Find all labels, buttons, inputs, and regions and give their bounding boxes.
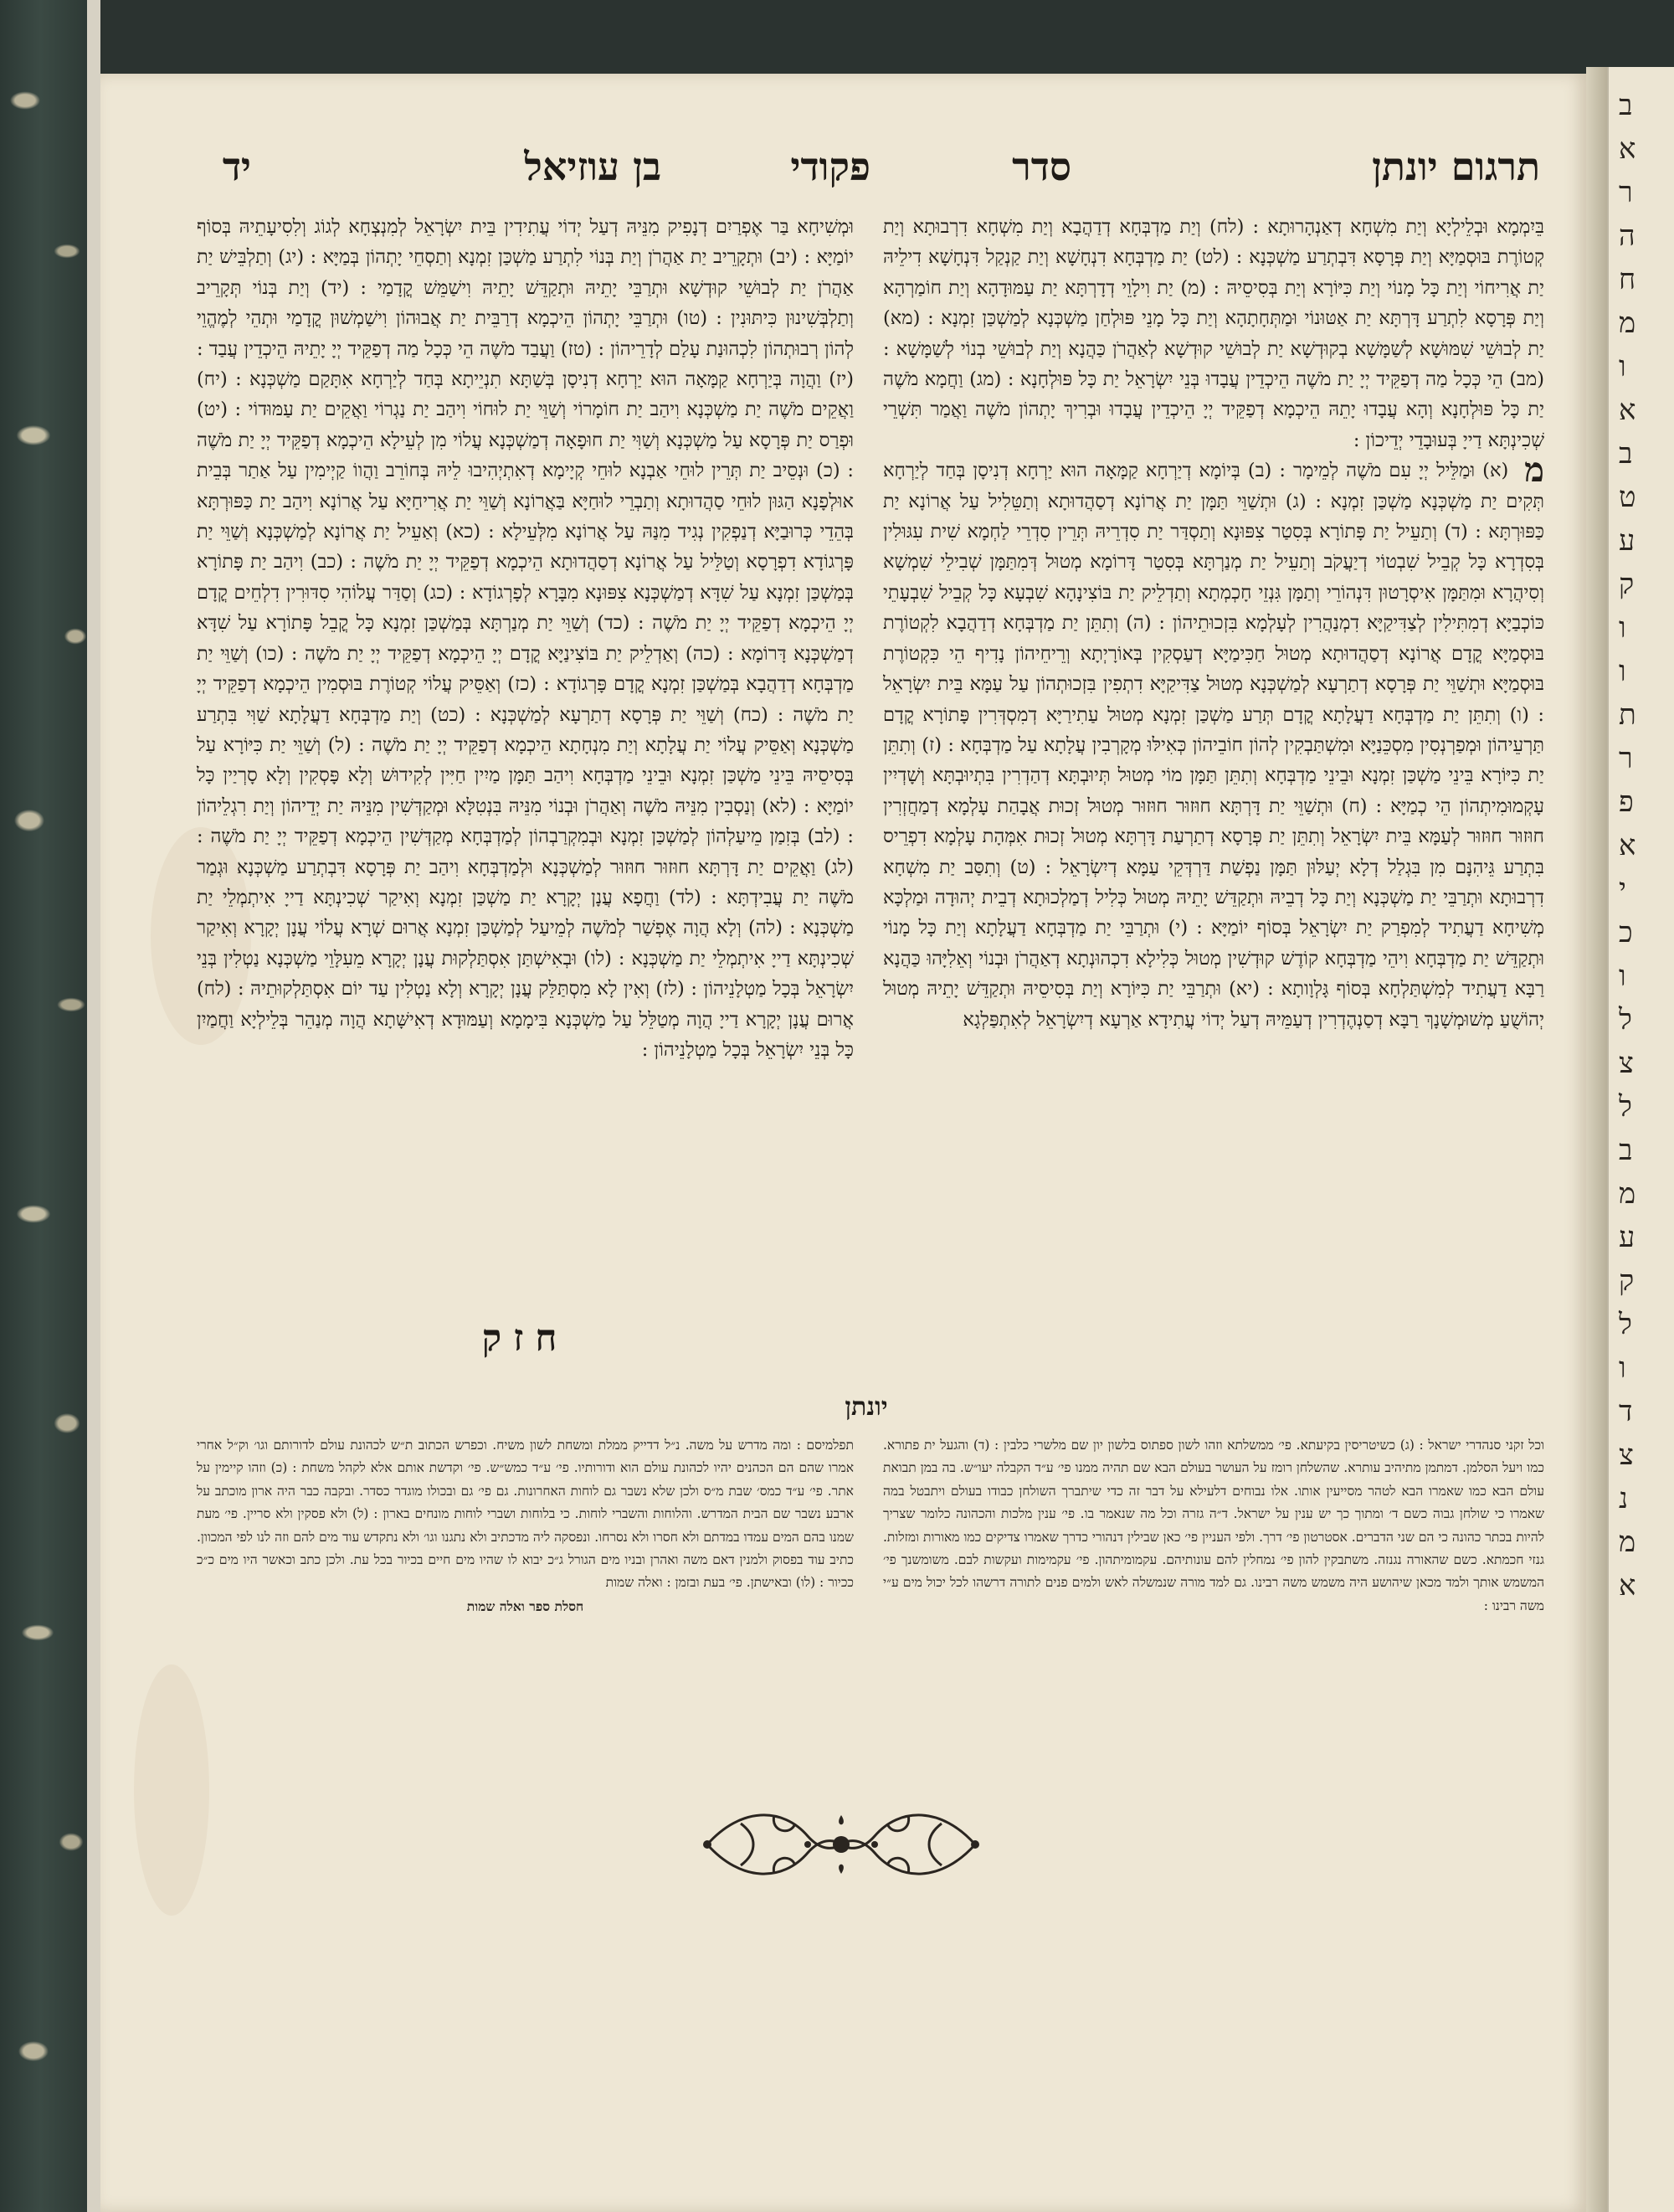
book-page: [100, 74, 1586, 2212]
commentary-right-column: [883, 1434, 1544, 1685]
commentary-left-text: תפלמיסם : ומה מדרש על משה. נ״ל דדייק ממלת ומשחת לשון משיח. וכפרש הכתוב ת״ש לכהונת עולם לדורותם וגו׳ וק״ל אחרי אמרו שהם הם הכהנים יהיו לכהונת עולם הוא ודורותיו. פי׳ ע״ד כמש״ש. פי׳ וקדשת אותם אלא לקהל משחת : (כ) וזהו קיימין על אתר. פי׳ ע״ד כמס׳ שבת מ״ס ולכן שלא נשבר גם לוחות האחרונות. גם פי׳ גם ובכולו מוגדר כסדר. ובקבה כבר היה ארון מוכתב על ארבע נשבר שם הבית המדרש. והלוחות והשברי לוחות. כי בלוחות ושברי לוחות מונחים בארון : (ל) ולא פסקין ולא סריין. פי׳ מעת שמנו בהם המים עמדו במדתם ולא חסרו ולא נסרחו. ונפסקה ליה מדכתיב ולא נתגנו וגו׳ ולא נתקדש עוד מים להם וזה לנו לפי המכוון. כתיב עוד בפסוק ולמנין דאם משה ואהרן ובניו מים הגורל ג״כ יבוא לו שהיו מים חיים בכיור בכל עת. ולכן כתב וכאשר היו מים כ״כ ככיור : (לו) ובאישתן. פי׳ בעת ובזמן : ואלה שמות: [197, 1438, 854, 1591]
commentary-right-text: וכל זקני סנהדרי ישראל : (ג) כשיטריסין בקיעתא. פי׳ ממשלתא וזהו לשון ספתוס בלשון יון שם מלשרי כלבין : (ד) והגעל ית פתורא. כמו ויעל הסלמן. דמתמן מתיהיב עותרא. שהשלחן רומז על העושר בעולם הבא שם תהיה ממנו פי׳ ע״ד הקבלה יעו״ש. בה במן תבואת עולם הבא כמו שאמרו הבא לטהר מסייעין אותו. אלו נבוחים דלעילא על דבר זה כדי שיתברך השולחן כבודו בעולם ויתבטל במה שאמרו כי שולחן גבוה כשם ד׳ ומתוך כך יש ענין על ישראל. ד״ה גזרה וכל מה שנאמר בו. פי׳ ענין מלכות והכהונה כלומר שצריך להיות בכתר כהונה כי הם שני הדברים. אסטרטון פי׳ דרך. ולפי העניין פי׳ כאן שבילין דנהורי כדרך שאמרו צדיקים כמו מאורות ומזלות. גנזי חכמתא. כשם שהאורה נגנזה. משתבקין להון פי׳ נמחלין להם עונותיהם. עקמומיתהון. פי׳ עקמימות ועקשות לבם. משומשנך פי׳ המשמש אותך ולמד מכאן שיהושע היה משמש משה רבינו. גם למד מורה שנמשלה לאש ולמים פנים לתורה דרשהו לכל יכול מים ע״י משה רבינו :: [883, 1438, 1544, 1613]
facing-page-text-fragment: ב א ר ה ח מ ו א ב ט ע ק ו ו ת ר פ א י כ ו ל צ ל ב מ ע ק ל ו ד צ נ מ א: [1619, 89, 1636, 1602]
main-text-left-column: [197, 212, 854, 1451]
main-text-right-column: [883, 212, 1544, 1451]
running-header: [193, 144, 1540, 203]
left-column-text: וּמְשִׁיחָא בַּר אֶפְרַיִם דְנָפִיק מִנֵּיהּ דְעַל יְדוֹי עֲתִידִין בֵּית יִשְׂרָאֵל לְמִנְצְחָא לְגוֹג וְלִסִיעָתֵיהּ בְּסוֹף יוֹמַיָּא : (יב) וּתְקָרֵיב יַת אַהֲרֹן וְיַת בְּנוֹי לִתְרַע מַשְׁכַּן זִמְנָא וְתַסְחֵי יָתְהוֹן בְּמַיָּא : (יג) וְתַלְבֵּישׁ יַת אַהֲרֹן יַת לְבוּשֵׁי קוּדְשָׁא וּתְרַבֵּי יָתֵיהּ וּתְקַדֵּשׁ יָתֵיהּ וִישַׁמֵּשׁ קֳדָמַי : (יד) וְיַת בְּנוֹי תְּקָרֵיב וְתַלְבְּשִׁינוּן כִּיתּוּנִין : (טו) וּתְרַבֵּי יָתְהוֹן הֵיכְמָא דְרַבֵּית יַת אֲבוּהוֹן וִישַׁמְשׁוּן קֳדָמַי וּתְהֵי לְמֶהֱוֵי לְהוֹן רְבוּתְהוֹן לִכְהוּנַת עָלַם לְדָרֵיהוֹן : (טז) וַעֲבַד מֹשֶׁה הֵי כְּכָל מַה דְפַקֵּיד יְיָ יָתֵיהּ הֵיכְדֵין עֲבַד : (יז) וַהֲוָה בְּיַרְחָא קַמָּאָה הוּא יַרְחָא דְנִיסָן בְּשַׁתָּא תִנְיֵיתָא בְּחַד לְיַרְחָא אִתָּקַם מַשְׁכְּנָא : (יח) וַאֲקֵים מֹשֶׁה יַת מַשְׁכְּנָא וִיהַב יַת חוֹמָרוֹי וְשַׁוֵּי יַת לוּחוֹי וִיהַב יַת נַגְרוֹי וַאֲקֵים יַת עַמּוּדוֹי : (יט) וּפְרַס יַת פְּרָסָא עַל מַשְׁכְּנָא וְשַׁוִּי יַת חוּפָאָה דְמַשְׁכְּנָא עֲלוֹי מִן לְעֵילָא הֵיכְמָא דְפַקֵּיד יְיָ יַת מֹשֶׁה : (כ) וּנְסֵיב יַת תְּרֵין לוּחֵי אַבְנָא לוּחֵי קְיָימָא דְאִתְיְהִיבוּ לֵיהּ בְּחוֹרֵב וַהֲווֹ קַיְימִין עַל אַתַר בְּבֵית אוּלְפָנָא הַגּוּן לוּחֵי סַהֲדוּתָא וְתַבְרֵי לוּחַיָּא בַּאֲרוֹנָא וְשַׁוֵּי יַת אֲרִיחַיָּא עַל אֲרוֹנָא וִיהַב יַת כַּפּוּרְתָּא בְּהֵדֵי כְּרוּבַיָּא דְנַפְקִין נְגִיד מִנַּהּ עַל אֲרוֹנָא מִלְּעֵילָא : (כא) וְאַעֵיל יַת אֲרוֹנָא לְמַשְׁכְּנָא וְשַׁוֵּי יַת פָּרְגוֹדָא דִפְרָסָא וְטַלֵּיל עַל אֲרוֹנָא דְסַהֲדוּתָא הֵיכְמָא דְפַקֵּיד יְיָ יַת מֹשֶׁה : (כב) וִיהַב יַת פָּתוֹרָא בְּמַשְׁכַּן זִמְנָא עַל שִׁדָּא דְמַשְׁכְּנָא צִפּוּנָא מִבָּרָא לְפָרְגוֹדָא : (כג) וְסַדַּר עֲלוֹהִי סִדּוּרִין דִלְחֵים קֳדָם יְיָ הֵיכְמָא דְפַקֵּיד יְיָ יַת מֹשֶׁה : (כד) וְשַׁוֵּי יַת מְנַרְתָּא בְּמַשְׁכַּן זִמְנָא כָּל קֳבֵל פָּתוֹרָא עַל שִׁדָּא דְמַשְׁכְּנָא דָּרוֹמָא : (כה) וְאַדְלֵיק יַת בּוֹצִינַיָּא קֳדָם יְיָ הֵיכְמָא דְפַקֵּיד יְיָ יַת מֹשֶׁה : (כו) וְשַׁוֵּי יַת מַדְבְּחָא דְדַהֲבָא בְּמַשְׁכַּן זִמְנָא קֳדָם פָּרְגוֹדָא : (כז) וְאַסֵּיק עֲלוֹי קְטוֹרֶת בּוּסְמִין הֵיכְמָא דְפַקֵּיד יְיָ יַת מֹשֶׁה : (כח) וְשַׁוֵּי יַת פְּרָסָא דְתַרְעָא לְמַשְׁכְּנָא : (כט) וְיַת מַדְבְּחָא דַעֲלָתָא שַׁוִּי בִּתְרַע מַשְׁכְּנָא וְאַסֵּיק עֲלוֹי יַת עֲלָתָא וְיַת מִנְחָתָא הֵיכְמָא דְפַקֵּיד יְיָ יַת מֹשֶׁה : (ל) וְשַׁוֵּי יַת כִּיּוֹרָא עַל בְּסִיסֵיהּ בֵּינֵי מַשְׁכַּן זִמְנָא וּבֵינֵי מַדְבְּחָא וִיהַב תַּמָּן מַיִין חַיִּין לְקִידוּשׁ וְלָא פָּסְקִין וְלָא סָרְיַין כָּל יוֹמַיָּא : (לא) וְנַסְבִין מִנֵּיהּ מֹשֶׁה וְאַהֲרֹן וּבְנוֹי מִנֵּיהּ בִּנְטִלָּא וּמְקַדְּשִׁין מִנֵּיהּ יַת יְדֵיהוֹן וְיַת רִגְלֵיהוֹן : (לב) בְּזִמַן מֵיעַלְהוֹן לְמַשְׁכַּן זִמְנָא וּבְמִקְרַבְהוֹן לְמַדְבְּחָא מְקַדְּשִׁין הֵיכְמָא דְפַקֵּיד יְיָ יַת מֹשֶׁה : (לג) וַאֲקֵים יַת דָּרְתָּא חוּזוּר חוּזוּר לְמַשְׁכְּנָא וּלְמַדְבְּחָא וִיהַב יַת פְּרָסָא דִּבְתְרַע מַשְׁכְּנָא וּגְמַר מֹשֶׁה יַת עֲבִידְתָּא : (לד) וַחֲפָא עֲנָן יְקָרָא יַת מַשְׁכַּן זִמְנָא וְאִיקַר שְׁכִינְתָּא דַייָ אִיתְמְלֵי יַת מַשְׁכְּנָא : (לה) וְלָא הֲוָה אֶפְשַׁר לְמֹשֶׁה לְמֵיעַל לְמַשְׁכַּן זִמְנָא אֲרוּם שְׁרָא עֲלוֹי עֲנָן יְקָרָא וְאִיקַר שְׁכִינְתָּא דַייָ אִיתְמְלֵי יַת מַשְׁכְּנָא : (לו) וּבְאִישְׁתַּן אִסְתַּלְקוּת עֲנָן יְקָרָא מֵעִלָּוֵי מַשְׁכְּנָא נַטְלִין בְּנֵי יִשְׂרָאֵל בְּכָל מַטְלָנֵיהוֹן : (לז) וְאִין לָא מִסְתַּלֵּק עֲנָן יְקָרָא וְלָא נַטְלִין עַד יוֹם אִסְתַּלְקוּתֵיהּ : (לח) אֲרוּם עֲנָן יְקָרָא דַייָ הֲוָה מְטַלֵּל עַל מַשְׁכְּנָא בִּימָמָא וְעַמּוּדָא דְאִישָּׁתָא הֲוָה מְנַהֵר בְּלֵילְיָא וַחֲמַיִן כָּל בְּנֵי יִשְׂרָאֵל בְּכָל מַטְלָנֵיהוֹן :: [197, 216, 854, 1061]
chapter-marker: מ: [1524, 450, 1544, 491]
header-parasha: פקודי: [790, 144, 870, 189]
right-column-text: בֵּיִמְמָא וּבְלֵילְיָא וְיַת מִשְׁחָא דְאַנְהָרוּתָא : (לח) וְיַת מַדְבְּחָא דְדַהֲבָא וְיַת מִשְׁחָא דִרְבוּתָא וְיַת קְטוֹרֶת בּוּסְמַיָּא וְיַת פְּרָסָא דִּבְתְרַע מַשְׁכְּנָא : (לט) יַת מַדְבְּחָא דִנְחָשָׁא וְיַת קַנְקַל דִּנְחָשָׁא דִילֵיהּ יַת אֲרִיחוֹי וְיַת כָּל מָנוֹי וְיַת כִּיּוֹרָא וְיַת בְּסִיסֵיהּ : (מ) יַת וִילָוֵי דְדָרְתָּא יַת עַמּוּדָהָא וְיַת חוֹמַרְהָא וְיַת פְּרָסָא לִתְרַע דָּרְתָּא יַת אַטּוּנוֹי וּמַתְּחָתָהָא וְיַת כָּל מָנֵי פּוּלְחַן מַשְׁכְּנָא לְמַשְׁכַּן זִמְנָא : (מא) יַת לְבוּשֵׁי שִׁמּוּשָׁא לְשַׁמָּשָׁא בְקוּדְשָׁא יַת לְבוּשֵׁי קוּדְשָׁא לְאַהֲרֹן כַּהֲנָא וְיַת לְבוּשֵׁי בְנוֹי לְשַׁמָּשָׁא : (מב) הֵי כְּכָל מַה דְפַקֵּיד יְיָ יַת מֹשֶׁה הֵיכְדֵין עֲבָדוּ בְּנֵי יִשְׂרָאֵל יַת כָּל פּוּלְחָנָא : (מג) וַחֲמָא מֹשֶׁה יַת כָּל פּוּלְחָנָא וְהָא עֲבָדוּ יָתֵהּ הֵיכְמָא דְפַקֵּיד יְיָ הֵיכְדֵין עֲבָדוּ וּבְרִיךְ יָתְהוֹן מֹשֶׁה וַאֲמַר תִּשְׁרֵי שְׁכִינְתָּא דַייָ בְּעוּבָדֵי יְדֵיכוֹן :: [883, 216, 1544, 451]
page-edge: [87, 0, 100, 2212]
commentary-end-note: חסלת ספר ואלה שמות: [466, 1597, 584, 1614]
header-running-title: תרגום יונתן: [1372, 144, 1540, 189]
paper-stain: [134, 1664, 209, 1916]
right-column-chapter-text: (א) וּמַלֵּיל יְיָ עִם מֹשֶׁה לְמֵימָר : (ב) בְּיוֹמָא דְיַרְחָא קַמָּאָה הוּא יַרְחָא דְנִיסָן בְּחַד לְיַרְחָא תְּקִים יַת מַשְׁכְּנָא מַשְׁכַּן זִמְנָא : (ג) וּתְשַׁוֵּי תַּמָּן יַת אֲרוֹנָא דְסַהֲדוּתָא וְתַטֵּלִיל עַל אֲרוֹנָא יַת כַּפּוּרְתָּא : (ד) וְתַעֵיל יַת פָּתוֹרָא בְּסִטַר צִפּוּנָא וְתַסְדַּר יַת סִדְרֵיהּ תְּרֵין סִדְרֵי לַחְמָא שִׁית עִגּוּלִין בְּסִדְרָא כָּל קְבֵיל שִׁבְטוֹי דְיַעֲקֹב וְתַעֵיל יַת מְנַרְתָּא בְּסִטַר דָּרוֹמָא מְטוּל דְּמִתַּמָּן שְׁבִילֵי שִׁמְשָׁא וְסִיהֲרָא וּמִתַּמָּן אִיסְרָטוּן דִּנְהוֹרֵי וְתַמָּן גִּנְזֵי חָכְמְתָא וְתַדְלֵיק יַת בּוֹצִינָהָא שִׁבְעָא כָּל קְבֵיל שִׁבְעָתֵי כּוֹכְבַיָּא דְמִתִּילִין לְצַדִּיקַיָּא דִמְנַהֲרִין לְעָלְמָא בִּזְכוּתֵיהוֹן : (ה) וְתִתֵּן יַת מַדְבְּחָא דְדַהֲבָא לִקְטוֹרֶת בּוּסְמַיָּא קֳדָם אֲרוֹנָא דְסַהֲדוּתָא מְטוּל חַכִּימַיָּא דְעַסְקִין בְּאוֹרָיְתָא וְרֵיחֵיהוֹן נָדִיף הֵי כִּקְטוֹרֶת בּוּסְמַיָּא וּתְשַׁוֵּי יַת פְּרָסָא דְתַרְעָא לְמַשְׁכְּנָא מְטוּל צַדִּיקַיָּא דִתְפִין בִּזְכוּתְהוֹן עַל עַמָּא בֵּית יִשְׂרָאֵל : (ו) וְתִתֵּן יַת מַדְבְּחָא דַעֲלָתָא קֳדָם תְּרַע מַשְׁכַּן זִמְנָא מְטוּל עַתִירַיָּא דְמִסְדְּרִין פָּתוֹרָא קֳדָם תַּרְעֵיהוֹן וּמְפַרְנְסִין מִסְכֵּנַיָּא וּמִשְׁתַּבְקִין לְהוֹן חוֹבֵיהוֹן כְּאִילּוּ מְקָרְבִין עֲלָתָא עַל מַדְבְּחָא : (ז) וְתִתֵּן יַת כִּיּוֹרָא בֵּינֵי מַשְׁכַּן זִמְנָא וּבֵינֵי מַדְבְּחָא וְתִתֵּן תַּמָּן מוֹי מְטוּל תְּיוּבְתָּא דְהַדְרִין בִּתְיוּבְתָּא וְשָׁדְיִין עָקְמוּמִיתְהוֹן הֵי כְמַיָּא : (ח) וּתְשַׁוֵּי יַת דָּרְתָּא חוּזוּר חוּזוּר מְטוּל זְכוּת אֲבָהַת עָלְמָא דְמַחֲזְרִין חוּזוּר חוּזוּר לְעַמָּא בֵּית יִשְׂרָאֵל וְתִתֵּן יַת פְּרָסָא דְתַרְעַת דָּרְתָּא מְטוּל זְכוּת אִמְּהָת עָלְמָא דִפְרֵיס בִּתְרַע גֵּיהִנָּם מִן בִּגְלַל דְלָא יְעַלּוּן תַּמָּן נַפְשַׁת דַּרְדְּקֵי עַמָּא דְיִשְׂרָאֵל : (ט) וְתִסַּב יַת מִשְׁחָא דִרְבוּתָא וּתְרַבֵּי יַת מַשְׁכְּנָא וְיַת כָּל דְבֵיהּ וּתְקַדֵּשׁ יָתֵיהּ מְטוּל כְּלִיל דְמַלְכוּתָא דְבֵית יְהוּדָה וּמַלְכָּא מְשִׁיחָא דַעֲתִיד לְמִפְרַק יַת יִשְׂרָאֵל בְּסוֹף יוֹמַיָּא : (י) וּתְרַבֵּי יַת מַדְבְּחָא דַעֲלָתָא וְיַת כָּל מָנוֹי וּתְקַדֵּשׁ יַת מַדְבְּחָא וִיהֵי מַדְבְּחָא קוֹדֶשׁ קוּדְשִׁין מְטוּל כְּלִילָא דִכְהוּנְתָא דְאַהֲרֹן וּבְנוֹי וְאֵלִיָּהוּ כַּהֲנָא רַבָּא דַעֲתִיד לְמִשְׁתַּלְחָא בְּסוֹף גָּלְוָותָא : (יא) וּתְרַבֵּי יַת כִּיּוֹרָא וְיַת בְּסִיסֵיהּ וּתְקַדֵּשׁ יָתֵיהּ מְטוּל יְהוֹשֻׁעַ מְשׁוּמְשָׁנָךְ רַבָּא דְסַנְהֶדְרִין דְעַמֵּיהּ דְעַל יְדוֹי עֲתִידָא אַרְעָא דְיִשְׂרָאֵל לְאִתְפַּלְגָא: [883, 460, 1544, 1031]
page-number: יד: [222, 144, 251, 189]
closing-word: חזק: [481, 1317, 569, 1360]
header-author: בן עוזיאל: [524, 144, 661, 189]
commentary-title: יונתן: [845, 1392, 888, 1422]
facing-page-edge: [1607, 67, 1674, 2212]
ornament-vignette: [691, 1790, 992, 1899]
book-cover-marbled: [0, 0, 100, 2212]
commentary-left-column: [197, 1434, 854, 1685]
book-gutter: [1586, 67, 1607, 2212]
header-seder: סדר: [1012, 144, 1071, 189]
